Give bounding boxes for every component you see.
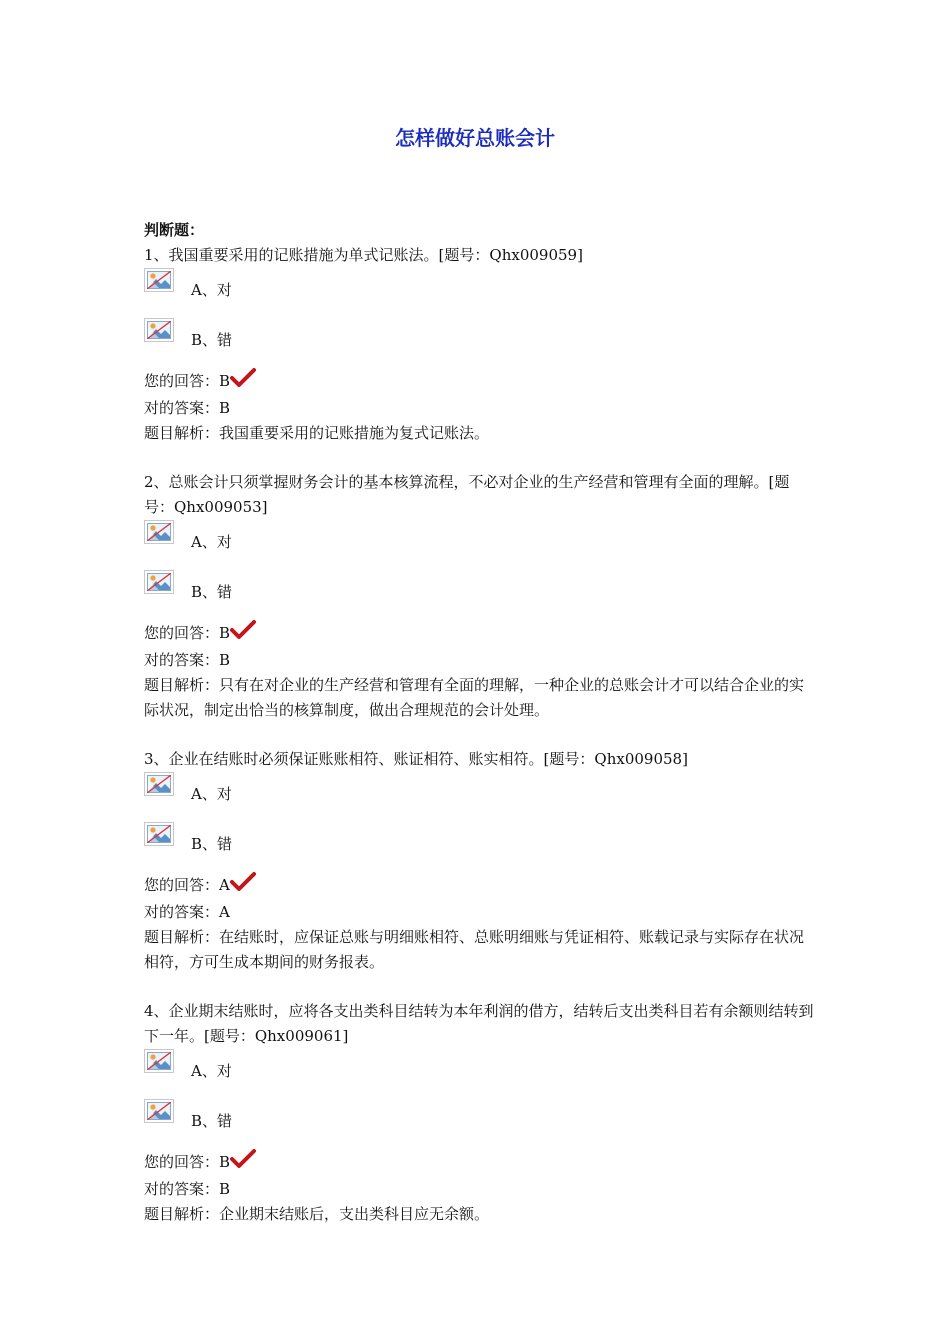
correct-answer-label: 对的答案：: [144, 399, 220, 417]
option-b[interactable]: [144, 1099, 814, 1149]
check-icon: [230, 872, 256, 900]
correct-answer-label: 对的答案：: [144, 651, 220, 669]
your-answer-label: 您的回答：: [144, 372, 220, 390]
explanation-text: 只有在对企业的生产经营和管理有全面的理解，一种企业的总账会计才可以结合企业的实际状况，制定出恰当的核算制度，做出合理规范的会计处理。: [144, 676, 805, 719]
your-answer-line: [144, 368, 814, 396]
correct-answer-line: [144, 648, 814, 673]
question-item: [144, 470, 814, 723]
quiz-content: [144, 218, 814, 1251]
question-text: 2、总账会计只须掌握财务会计的基本核算流程，不必对企业的生产经营和管理有全面的理解。[题号：Qhx009053]: [144, 473, 790, 516]
option-a[interactable]: [144, 1049, 814, 1099]
your-answer-line: [144, 620, 814, 648]
explanation-text: 我国重要采用的记账措施为复式记账法。: [219, 424, 490, 442]
explanation-line: [144, 1202, 814, 1227]
broken-image-icon[interactable]: [144, 1049, 174, 1073]
option-b[interactable]: [144, 318, 814, 368]
broken-image-icon[interactable]: [144, 520, 174, 544]
question-text: 3、企业在结账时必须保证账账相符、账证相符、账实相符。[题号：Qhx009058]: [144, 750, 688, 768]
option-b[interactable]: [144, 570, 814, 620]
your-answer-line: [144, 872, 814, 900]
option-a-label: A、对: [191, 785, 232, 803]
option-b-label: B、错: [191, 331, 233, 349]
option-a-label: A、对: [191, 533, 232, 551]
option-a-label: A、对: [191, 281, 232, 299]
explanation-text: 在结账时，应保证总账与明细账相符、总账明细账与凭证相符、账载记录与实际存在状况相符，方可生成本期间的财务报表。: [144, 928, 805, 971]
option-b-label: B、错: [191, 1112, 233, 1130]
correct-answer-label: 对的答案：: [144, 1180, 220, 1198]
your-answer-label: 您的回答：: [144, 1153, 220, 1171]
broken-image-icon[interactable]: [144, 570, 174, 594]
your-answer-value: B: [219, 1153, 231, 1171]
check-icon: [230, 620, 256, 648]
correct-answer-line: [144, 396, 814, 421]
your-answer-value: B: [219, 372, 231, 390]
check-icon: [230, 368, 256, 396]
option-b-label: B、错: [191, 583, 233, 601]
correct-answer-label: 对的答案：: [144, 903, 220, 921]
correct-answer-value: B: [219, 1180, 231, 1198]
broken-image-icon[interactable]: [144, 772, 174, 796]
question-text: 1、我国重要采用的记账措施为单式记账法。[题号：Qhx009059]: [144, 246, 583, 264]
question-item: [144, 999, 814, 1227]
correct-answer-value: A: [219, 903, 230, 921]
correct-answer-value: B: [219, 399, 231, 417]
option-b[interactable]: [144, 822, 814, 872]
option-a[interactable]: [144, 772, 814, 822]
question-list: [144, 243, 814, 1227]
your-answer-label: 您的回答：: [144, 624, 220, 642]
correct-answer-line: [144, 1177, 814, 1202]
option-b-label: B、错: [191, 835, 233, 853]
explanation-label: 题目解析：: [144, 1205, 220, 1223]
question-text: 4、企业期末结账时，应将各支出类科目结转为本年利润的借方，结转后支出类科目若有余额则结转到下一年。[题号：Qhx009061]: [144, 1002, 814, 1045]
explanation-line: [144, 673, 814, 723]
option-a-label: A、对: [191, 1062, 232, 1080]
explanation-label: 题目解析：: [144, 676, 220, 694]
broken-image-icon[interactable]: [144, 318, 174, 342]
explanation-line: [144, 421, 814, 446]
broken-image-icon[interactable]: [144, 822, 174, 846]
your-answer-label: 您的回答：: [144, 876, 220, 894]
section-heading: 判断题：: [144, 221, 205, 239]
option-a[interactable]: [144, 520, 814, 570]
correct-answer-value: B: [219, 651, 231, 669]
your-answer-value: A: [219, 876, 230, 894]
page-title: 怎样做好总账会计: [395, 126, 555, 150]
your-answer-value: B: [219, 624, 231, 642]
check-icon: [230, 1149, 256, 1177]
explanation-label: 题目解析：: [144, 424, 220, 442]
explanation-line: [144, 925, 814, 975]
option-a[interactable]: [144, 268, 814, 318]
explanation-label: 题目解析：: [144, 928, 220, 946]
correct-answer-line: [144, 900, 814, 925]
broken-image-icon[interactable]: [144, 1099, 174, 1123]
question-item: [144, 747, 814, 975]
broken-image-icon[interactable]: [144, 268, 174, 292]
question-item: [144, 243, 814, 446]
explanation-text: 企业期末结账后，支出类科目应无余额。: [219, 1205, 490, 1223]
your-answer-line: [144, 1149, 814, 1177]
